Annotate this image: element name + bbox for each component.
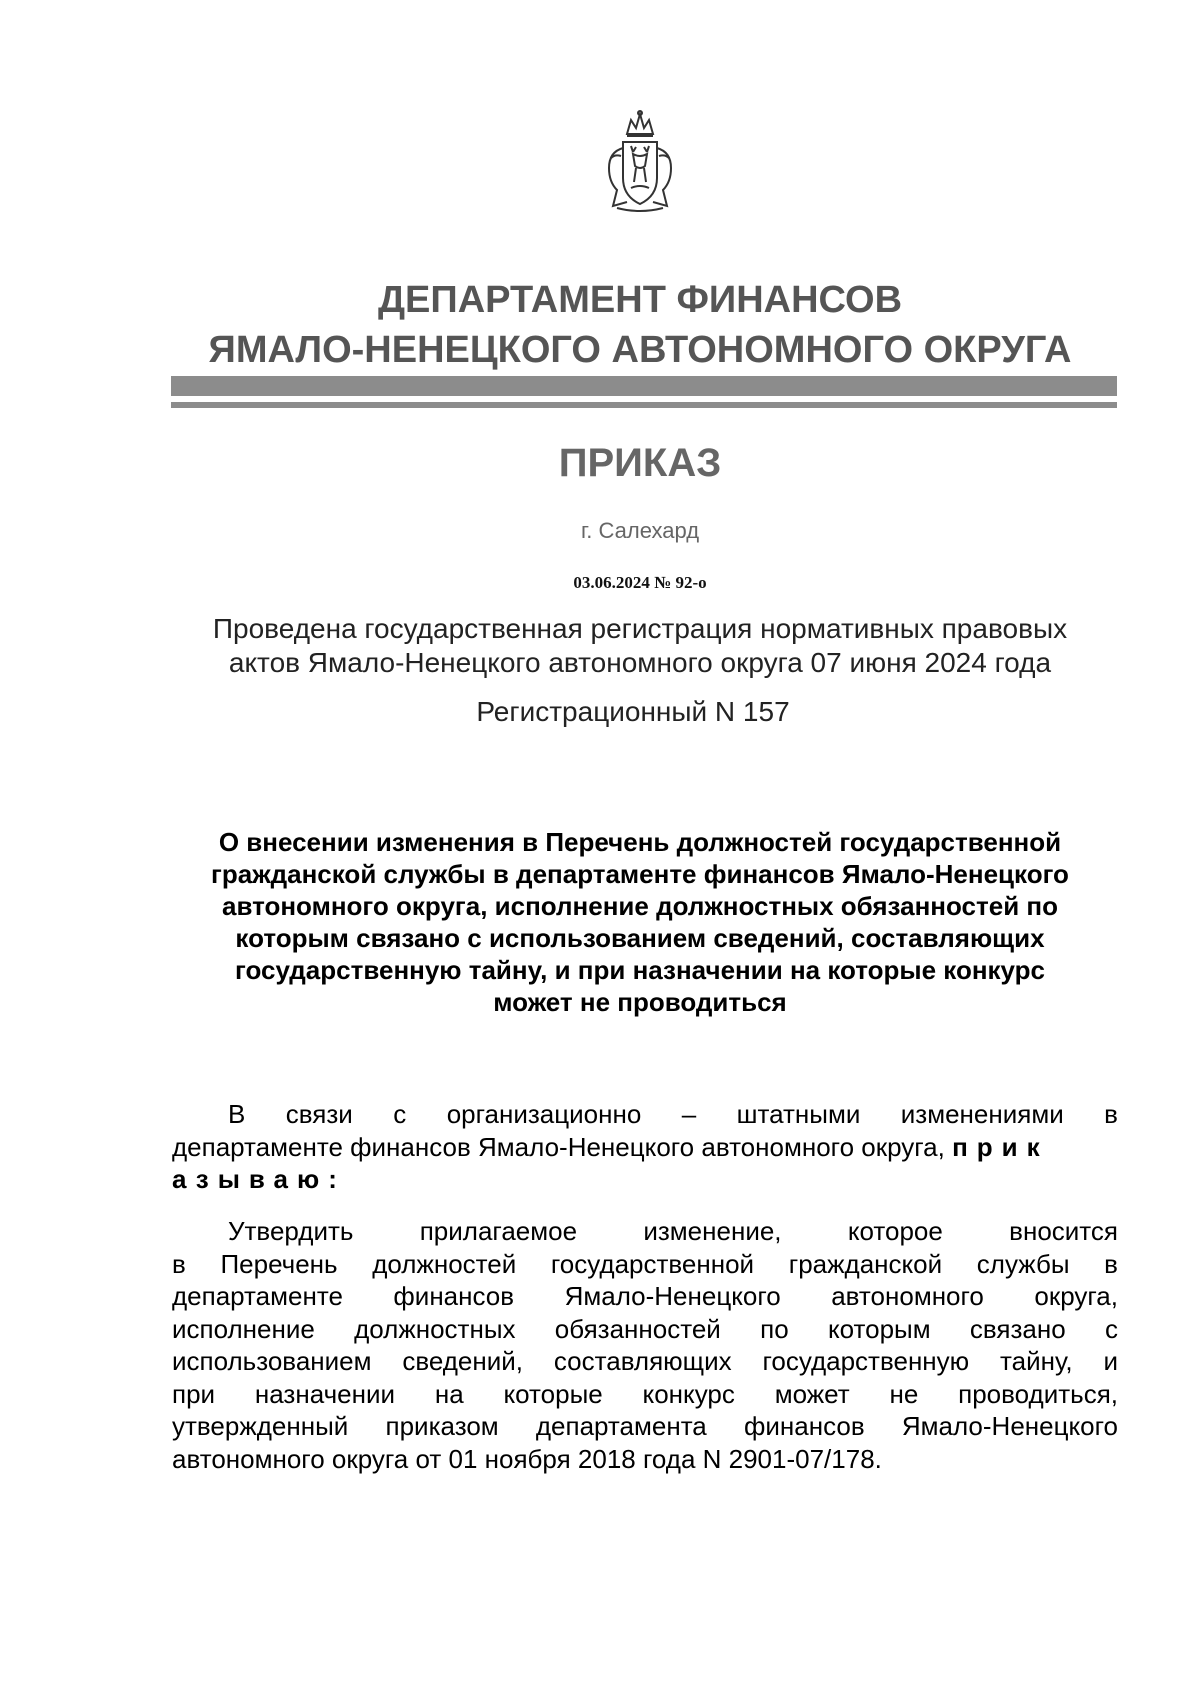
paragraph-line: использованием сведений, составляющих государственную тайну, и xyxy=(172,1346,1118,1376)
paragraph-line: В связи с организационно – штатными изменениями в xyxy=(228,1099,1118,1129)
subject-line: государственную тайну, и при назначении на которые конкурс xyxy=(235,955,1045,985)
subject-line: может не проводиться xyxy=(493,987,787,1017)
paragraph-line: утвержденный приказом департамента финансов Ямало-Ненецкого xyxy=(172,1411,1118,1441)
city-name: г. Салехард xyxy=(580,518,700,543)
paragraph-line: в Перечень должностей государственной гражданской службы в xyxy=(172,1248,1118,1279)
header-rule-thin xyxy=(171,402,1117,408)
paragraph-line: при назначении на которые конкурс может не проводиться, xyxy=(172,1378,1118,1409)
order-keyword-part1: прик xyxy=(952,1131,1049,1162)
subject-line: которым связано с использованием сведений, составляющих xyxy=(235,923,1045,953)
department-name-line2: ЯМАЛО-НЕНЕЦКОГО АВТОНОМНОГО ОКРУГА xyxy=(208,329,1072,371)
paragraph-line xyxy=(172,1131,1118,1164)
paragraph-text: департаменте финансов Ямало-Ненецкого автономного округа, xyxy=(172,1131,945,1162)
paragraph-line: департаменте финансов Ямало-Ненецкого автономного округа, xyxy=(172,1281,1118,1311)
order-keyword-part2: азываю: xyxy=(172,1164,346,1194)
subject-line: автономного округа, исполнение должностных обязанностей по xyxy=(221,891,1058,921)
paragraph-line: Утвердить прилагаемое изменение, которое вносится xyxy=(228,1216,1118,1246)
order-title: ПРИКАЗ xyxy=(558,441,722,485)
paragraph-line: исполнение должностных обязанностей по которым связано с xyxy=(172,1313,1118,1344)
order-date-number: 03.06.2024 № 92-о xyxy=(573,573,707,592)
subject-line: О внесении изменения в Перечень должностей государственной xyxy=(218,827,1062,857)
subject-line: гражданской службы в департаменте финансов Ямало-Ненецкого xyxy=(211,859,1069,889)
coat-of-arms-icon xyxy=(603,108,677,216)
order-subject xyxy=(160,826,1120,1018)
paragraph-line: автономного округа от 01 ноября 2018 года N 2901-07/178. xyxy=(172,1443,882,1474)
registration-number: Регистрационный N 157 xyxy=(476,696,790,727)
registration-stamp-line1: Проведена государственная регистрация нормативных правовых xyxy=(212,613,1068,644)
department-name-line1: ДЕПАРТАМЕНТ ФИНАНСОВ xyxy=(377,279,903,321)
preamble-paragraph xyxy=(172,1098,1118,1196)
header-rule-thick xyxy=(171,376,1117,396)
main-paragraph xyxy=(172,1215,1118,1475)
registration-stamp-line2: актов Ямало-Ненецкого автономного округа 07 июня 2024 года xyxy=(228,647,1052,678)
